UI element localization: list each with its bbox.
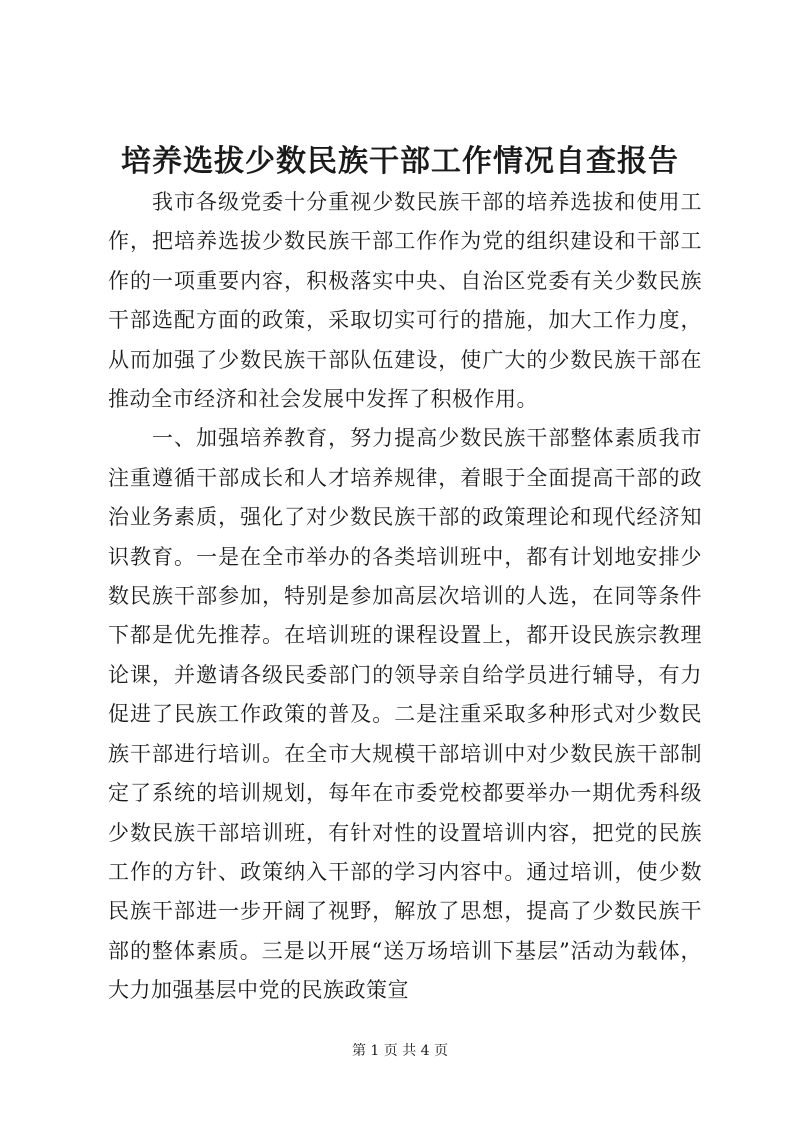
document-title: 培养选拔少数民族干部工作情况自查报告 <box>121 144 679 179</box>
page-footer <box>0 1041 800 1061</box>
paragraph-intro: 我市各级党委十分重视少数民族干部的培养选拔和使用工作，把培养选拔少数民族干部工作作为党的组织建设和干部工作的一项重要内容，积极落实中央、自治区党委有关少数民族干部选配方面的政策，采取切实可行的措施，加大工作力度，从而加强了少数民族干部队伍建设，使广大的少数民族干部在推动全市经济和社会发展中发挥了积极作用。 <box>108 190 702 412</box>
paragraph-section-one: 一、加强培养教育，努力提高少数民族干部整体素质我市注重遵循干部成长和人才培养规律，着眼于全面提高干部的政治业务素质，强化了对少数民族干部的政策理论和现代经济知识教育。一是在全市举办的各类培训班中，都有计划地安排少数民族干部参加，特别是参加高层次培训的人选，在同等条件下都是优先推荐。在培训班的课程设置上，都开设民族宗教理论课，并邀请各级民委部门的领导亲自给学员进行辅导，有力促进了民族工作政策的普及。二是注重采取多种形式对少数民族干部进行培训。在全市大规模干部培训中对少数民族干部制定了系统的培训规划，每年在市委党校都要举办一期优秀科级少数民族干部培训班，有针对性的设置培训内容，把党的民族工作的方针、政策纳入干部的学习内容中。通过培训，使少数民族干部进一步开阔了视野，解放了思想，提高了少数民族干部的整体素质。三是以开展“送万场培训下基层”活动为载体，大力加强基层中党的民族政策宣 <box>108 426 702 1003</box>
document-body <box>108 183 702 1011</box>
page-number-label: 第 1 页 共 4 页 <box>351 1043 449 1059</box>
